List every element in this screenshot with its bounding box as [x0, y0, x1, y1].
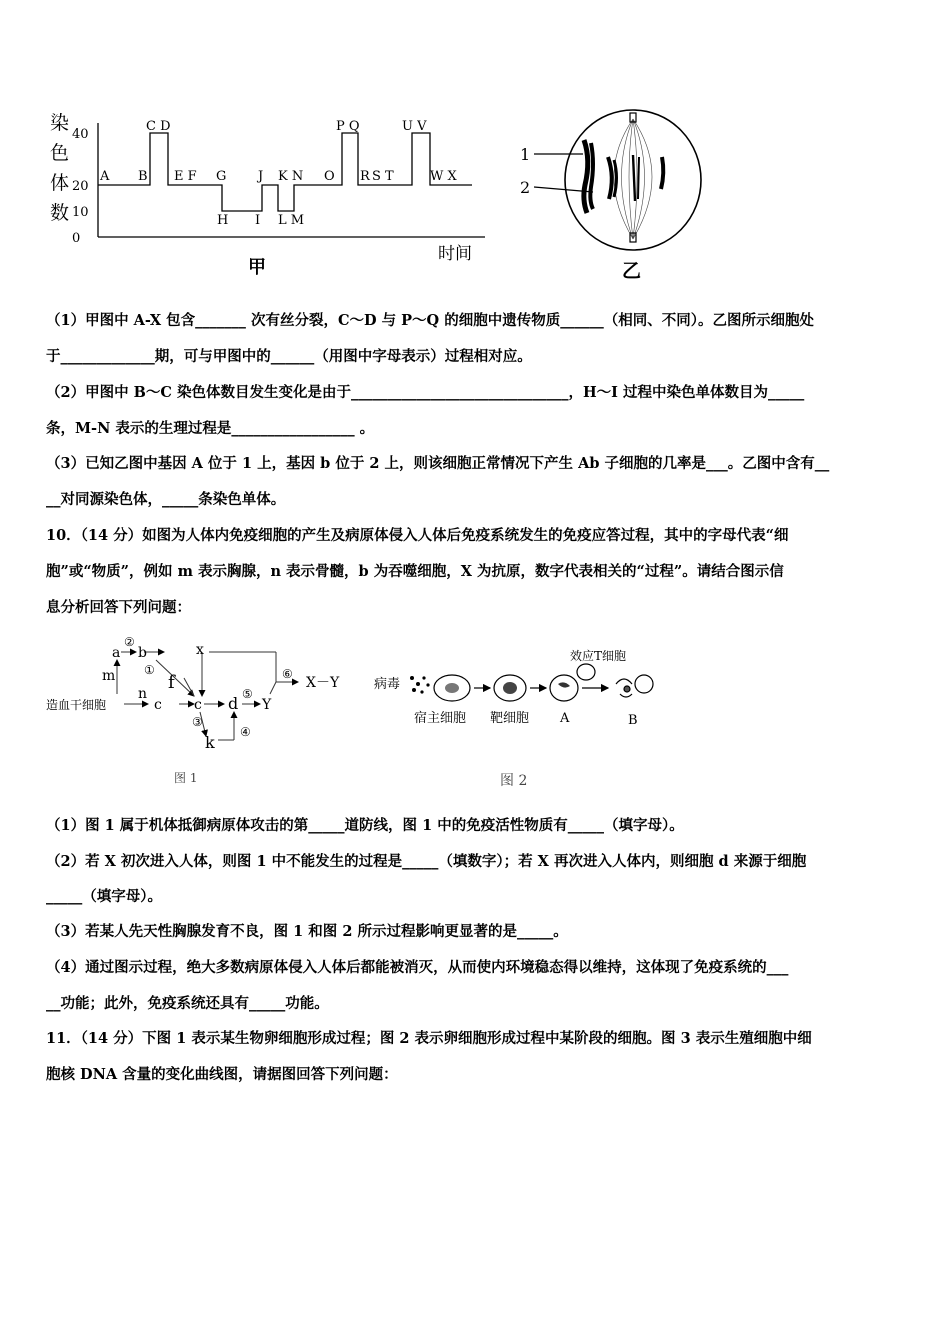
fig1-node-c: c: [194, 697, 202, 713]
q11-intro-line2: 胞核 DNA 含量的变化曲线图，请据图回答下列问题：: [46, 1066, 398, 1083]
chromosome-1: [584, 140, 593, 213]
immune-diagram-fig1: [44, 632, 344, 792]
q10-intro-line2: 胞”或“物质”，例如 m 表示胸腺，n 表示骨髓，b 为吞噬细胞，X 为抗原，数字代表相关的“过程”。请结合图示信: [46, 563, 784, 580]
immune-diagram-fig2: [372, 640, 672, 790]
point-label: S T: [372, 169, 394, 184]
y-axis-label-char: 体: [50, 172, 70, 194]
fig2-caption: 图 2: [500, 773, 528, 789]
point-label: B: [138, 169, 148, 184]
fig1-caption: 图 1: [174, 771, 198, 785]
fig1-step-2: ②: [124, 635, 135, 649]
q10-part2-line1: （2）若 X 初次进入人体，则图 1 中不能发生的过程是_____（填数字）；若 X 再次进入人体内，则细胞 d 来源于细胞: [46, 853, 807, 870]
fig1-node-b: b: [138, 645, 147, 661]
label-1: 1: [520, 145, 531, 164]
chromosome-3: [633, 155, 639, 201]
y-tick-label: 40: [72, 127, 89, 142]
point-label: G: [216, 169, 227, 184]
q10-part4-line2: __功能；此外，免疫系统还具有_____功能。: [46, 995, 329, 1012]
fig1-step-1: ①: [144, 663, 155, 677]
chromosome-2: [608, 157, 617, 199]
chromosome-4: [661, 157, 663, 189]
q9-part2-line1: （2）甲图中 B～C 染色体数目发生变化是由于______________________________，H～I 过程中染色单体数目为_____: [46, 384, 805, 401]
fig1-node-XY: X－Y: [306, 675, 340, 691]
point-label: L M: [278, 213, 305, 228]
figure-caption-jia: 甲: [248, 257, 266, 278]
y-tick-label: 20: [72, 179, 89, 194]
q10-part4-line1: （4）通过图示过程，绝大多数病原体侵入人体后都能被消灭，从而使内环境稳态得以维持，这体现了免疫系统的___: [46, 959, 789, 976]
virus-particles: [410, 676, 430, 694]
figure-caption-yi: 乙: [622, 260, 642, 282]
q9-part1-line1: （1）甲图中 A-X 包含_______ 次有丝分裂，C～D 与 P～Q 的细胞中遗传物质______（相同、不同）。乙图所示细胞处: [46, 312, 814, 329]
q10-part3: （3）若某人先天性胸腺发育不良，图 1 和图 2 所示过程影响更显著的是_____。: [46, 923, 568, 940]
q11-intro-line1: 11．（14 分）下图 1 表示某生物卵细胞形成过程；图 2 表示卵细胞形成过程中某阶段的细胞。图 3 表示生殖细胞中细: [46, 1030, 812, 1047]
y-axis-label-char: 数: [50, 202, 70, 224]
fig1-step-3: ③: [192, 715, 203, 729]
q10-intro-line1: 10．（14 分）如图为人体内免疫细胞的产生及病原体侵入人体后免疫系统发生的免疫应答过程，其中的字母代表“细: [46, 527, 789, 544]
fig2-a-label: A: [560, 711, 570, 726]
fig1-node-c-left: c: [154, 697, 162, 713]
x-axis-label: 时间: [438, 244, 472, 264]
q9-part3-line2: __对同源染色体，_____条染色单体。: [46, 491, 286, 508]
label-2: 2: [520, 178, 531, 197]
fig1-node-Y: Y: [262, 697, 272, 713]
fig1-step-4: ④: [240, 725, 251, 739]
point-label: R: [360, 169, 370, 184]
q10-part2-line2: _____（填字母）。: [46, 888, 162, 905]
fig1-step-6: ⑥: [282, 667, 293, 681]
fig1-node-k: k: [205, 733, 215, 752]
y-tick-label: 0: [72, 231, 81, 246]
point-label: K N: [278, 169, 304, 184]
cell-diagram-yi: [515, 105, 705, 285]
fig1-node-a: a: [112, 645, 121, 661]
chromosome-graph-jia: [40, 105, 490, 280]
fig1-node-n: n: [138, 686, 148, 702]
q10-part1: （1）图 1 属于机体抵御病原体攻击的第_____道防线，图 1 中的免疫活性物质有_____（填字母）。: [46, 817, 684, 834]
point-label: J: [258, 169, 264, 184]
point-label: C D: [146, 119, 171, 134]
point-label: I: [255, 213, 261, 228]
fig1-node-f: f: [168, 672, 175, 693]
y-axis-label-char: 色: [50, 142, 70, 164]
fig2-target-label: 靶细胞: [490, 711, 530, 726]
y-axis-label-char: 染: [50, 112, 70, 134]
fig2-b-label: B: [628, 713, 638, 728]
y-tick-label: 10: [72, 205, 89, 220]
fig1-step-5: ⑤: [242, 687, 253, 701]
fig1-node-m: m: [102, 668, 116, 684]
q9-part3-line1: （3）已知乙图中基因 A 位于 1 上，基因 b 位于 2 上，则该细胞正常情况下产生 Ab 子细胞的几率是___。乙图中含有__: [46, 455, 830, 472]
fig2-host-label: 宿主细胞: [414, 711, 467, 726]
point-label: H: [217, 213, 229, 228]
point-label: W X: [430, 169, 457, 184]
lysed-cell-b: [616, 675, 653, 697]
point-label: U V: [402, 119, 427, 134]
fig1-node-x: x: [196, 642, 204, 658]
q9-part1-line2: 于_____________期，可与甲图中的______（用图中字母表示）过程相对应。: [46, 348, 532, 365]
effector-t-cell: [577, 664, 595, 680]
q10-intro-line3: 息分析回答下列问题：: [46, 599, 191, 616]
q9-part2-line2: 条，M-N 表示的生理过程是_________________ 。: [46, 420, 375, 437]
fig2-virus-label: 病毒: [374, 677, 401, 692]
point-label: P Q: [336, 119, 360, 134]
point-label: O: [324, 169, 335, 184]
cell-a: [550, 675, 578, 701]
fig1-source: 造血干细胞: [46, 698, 107, 712]
fig1-node-d: d: [228, 694, 239, 713]
point-label: E F: [174, 169, 197, 184]
point-label: A: [100, 169, 110, 184]
fig2-effector-label: 效应T细胞: [570, 649, 627, 663]
